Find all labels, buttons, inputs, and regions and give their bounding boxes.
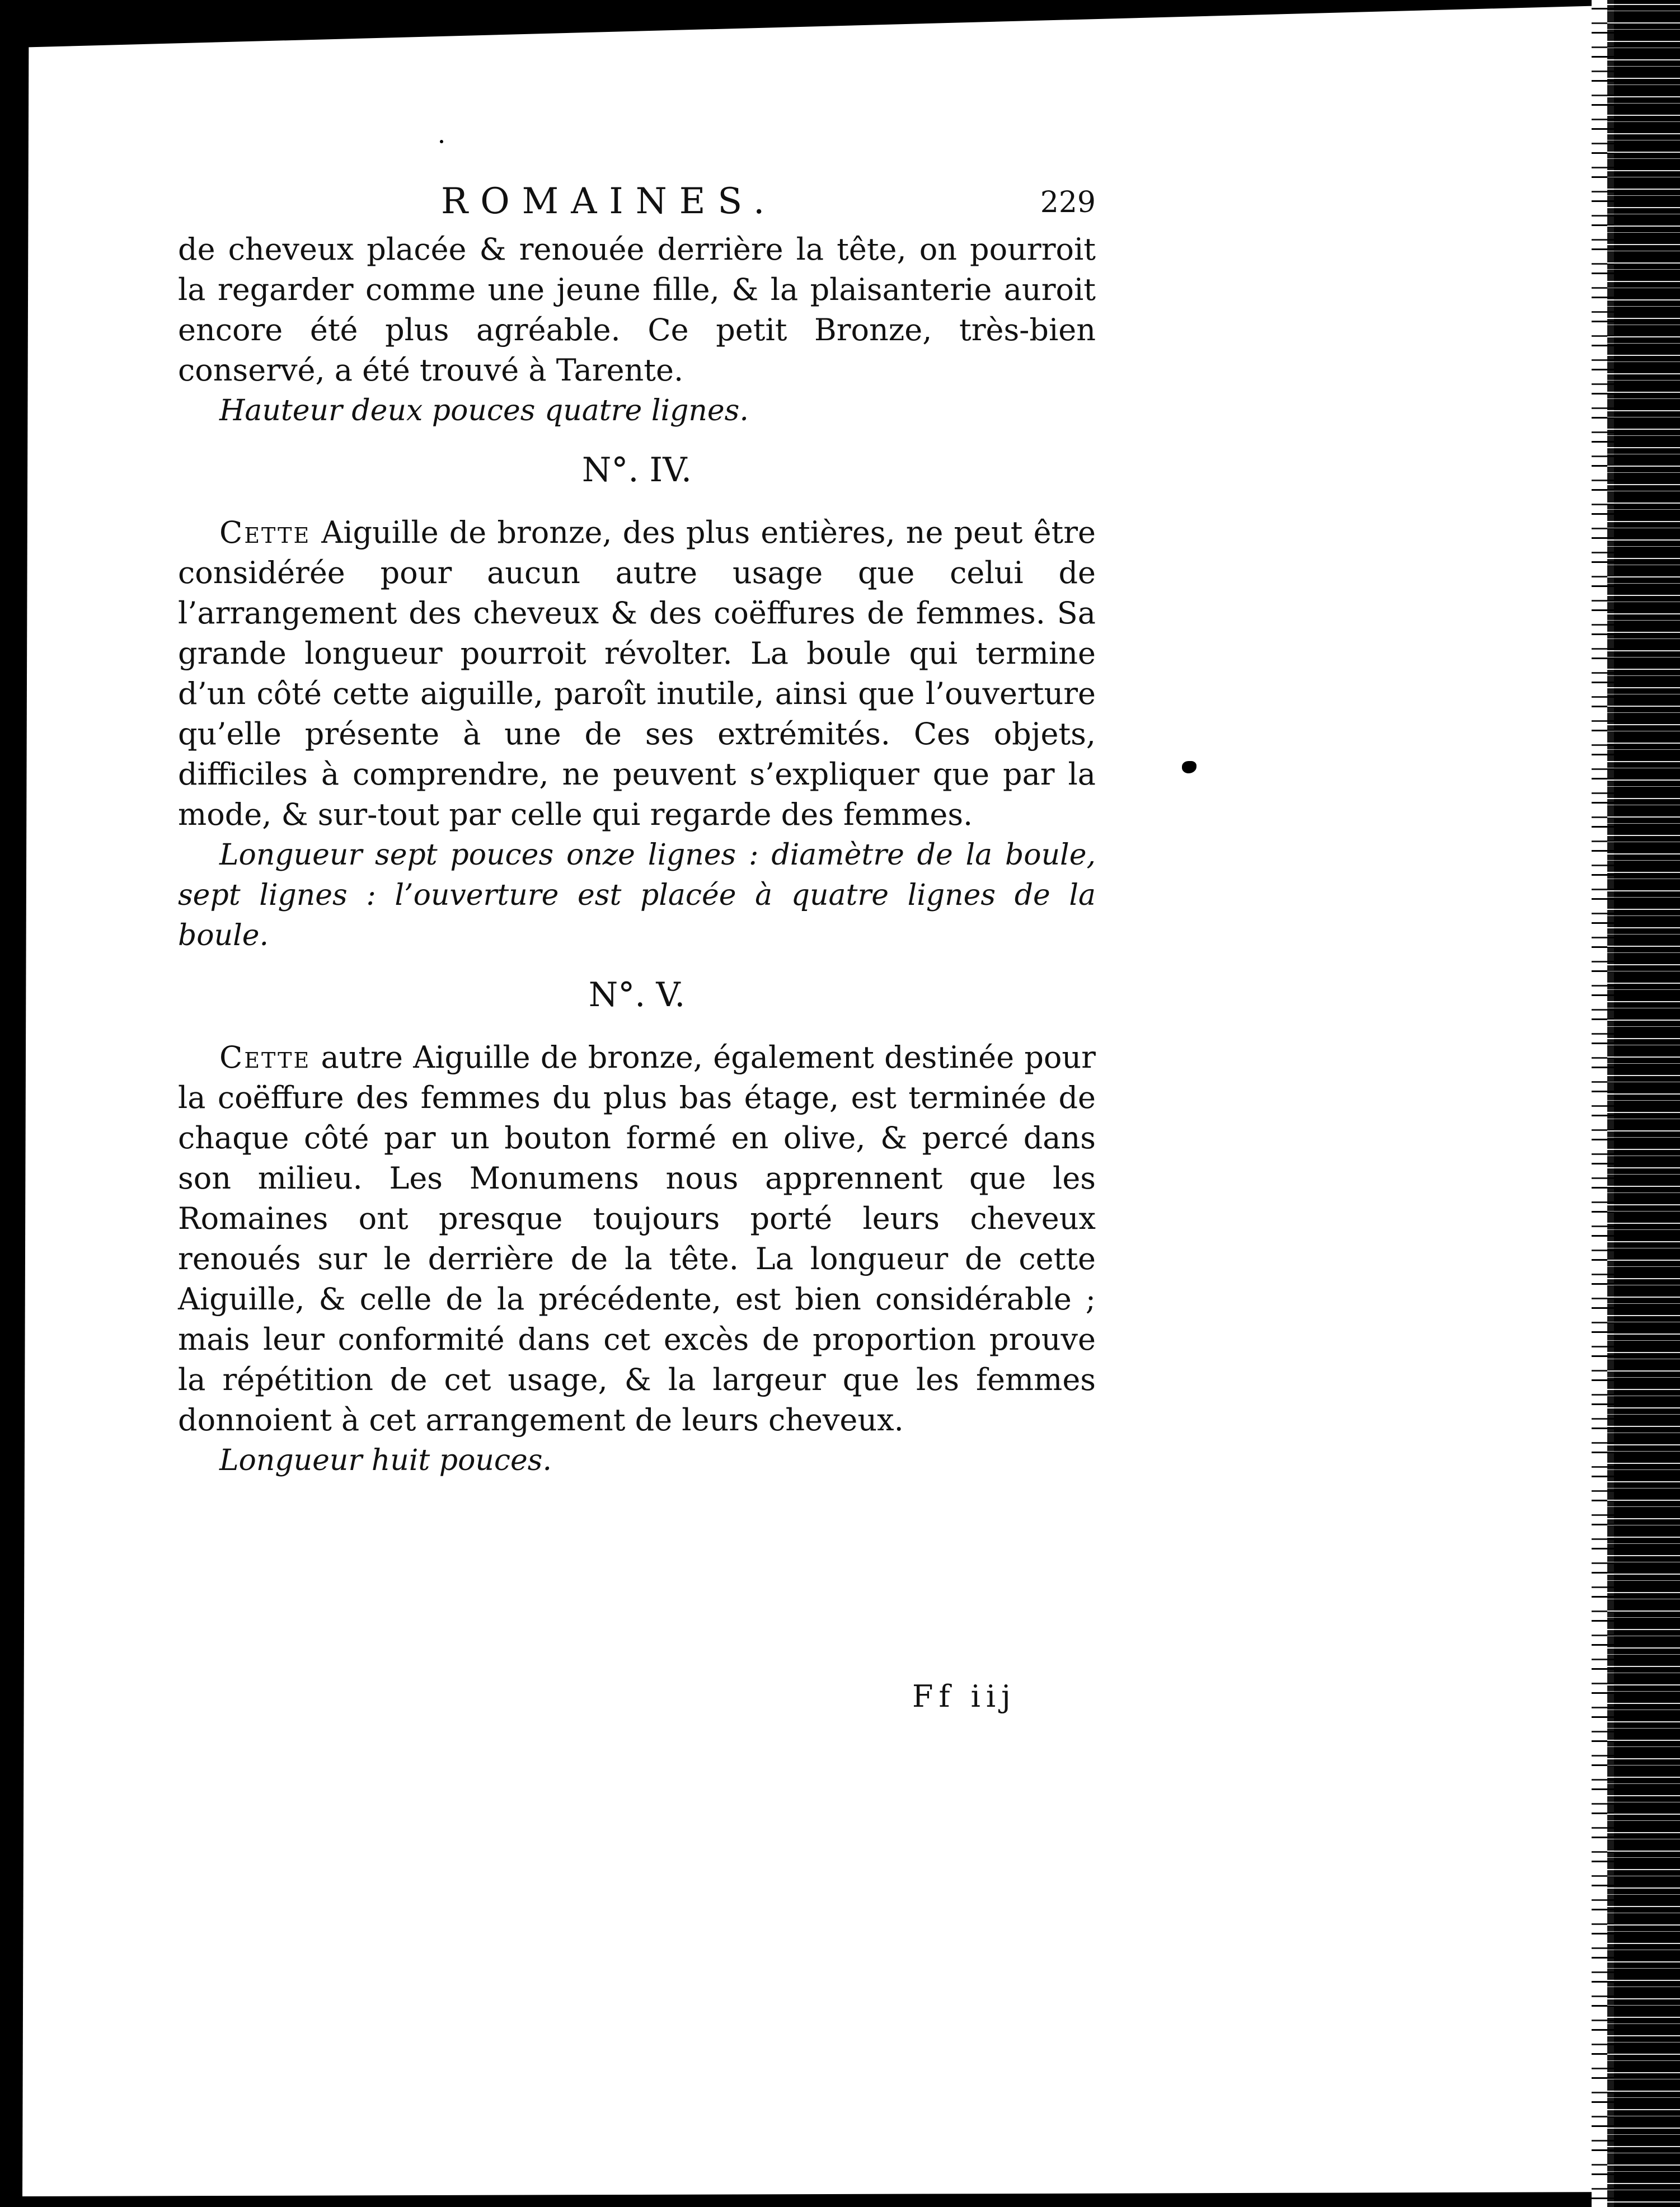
binding-edge: [1607, 0, 1680, 2207]
section-iv-lead-word: Cette: [219, 515, 311, 550]
opening-paragraph: de cheveux placée & renouée derrière la tête, on pourroit la regarder comme une jeune fille, & la plaisanterie auroit encore été plus agréable. Ce petit Bronze, très-bien conservé, a été trouvé à Tarente.: [178, 232, 1096, 388]
section-iv-body: Aiguille de bronze, des plus entières, ne peut être considérée pour aucun autre usage que celui de l’arrangement des cheveux & des coëffures de femmes. Sa grande longueur pourroit révolter. La boule qui termine d’un côté cette aiguille, paroît inutile, ainsi que l’ouverture qu’elle présente à une de ses extrémités. Ces objets, difficiles à comprendre, ne peuvent s’expliquer que par la mode, & sur-tout par celle qui regarde des femmes.: [178, 515, 1096, 832]
opening-measure: Hauteur deux pouces quatre lignes.: [219, 394, 749, 428]
text-block: [178, 168, 1096, 1481]
signature-mark: Ff iij: [912, 1679, 1016, 1714]
ink-speck: [440, 140, 443, 143]
running-head: [178, 168, 1096, 229]
section-iv-measure: Longueur sept pouces onze lignes : diamètre de la boule, sept lignes : l’ouverture est placée à quatre lignes de la boule.: [178, 838, 1096, 952]
page-number: 229: [1040, 186, 1096, 219]
running-title: ROMAINES.: [441, 181, 777, 222]
section-iv-paragraph: [178, 513, 1096, 835]
section-heading-iv: N°. IV.: [581, 450, 692, 490]
section-v-lead-word: Cette: [219, 1040, 311, 1075]
section-v-body: autre Aiguille de bronze, également destinée pour la coëffure des femmes du plus bas étage, est terminée de chaque côté par un bouton formé en olive, & percé dans son milieu. Les Monumens nous apprennent que les Romaines ont presque toujours porté leurs cheveux renoués sur le derrière de la tête. La longueur de cette Aiguille, & celle de la précédente, est bien considérable ; mais leur conformité dans cet excès de proportion prouve la répétition de cet usage, & la largeur que les femmes donnoient à cet arrangement de leurs cheveux.: [178, 1040, 1096, 1438]
section-v-measure: Longueur huit pouces.: [219, 1444, 552, 1477]
section-v-paragraph: [178, 1037, 1096, 1440]
section-heading-v: N°. V.: [588, 975, 686, 1015]
